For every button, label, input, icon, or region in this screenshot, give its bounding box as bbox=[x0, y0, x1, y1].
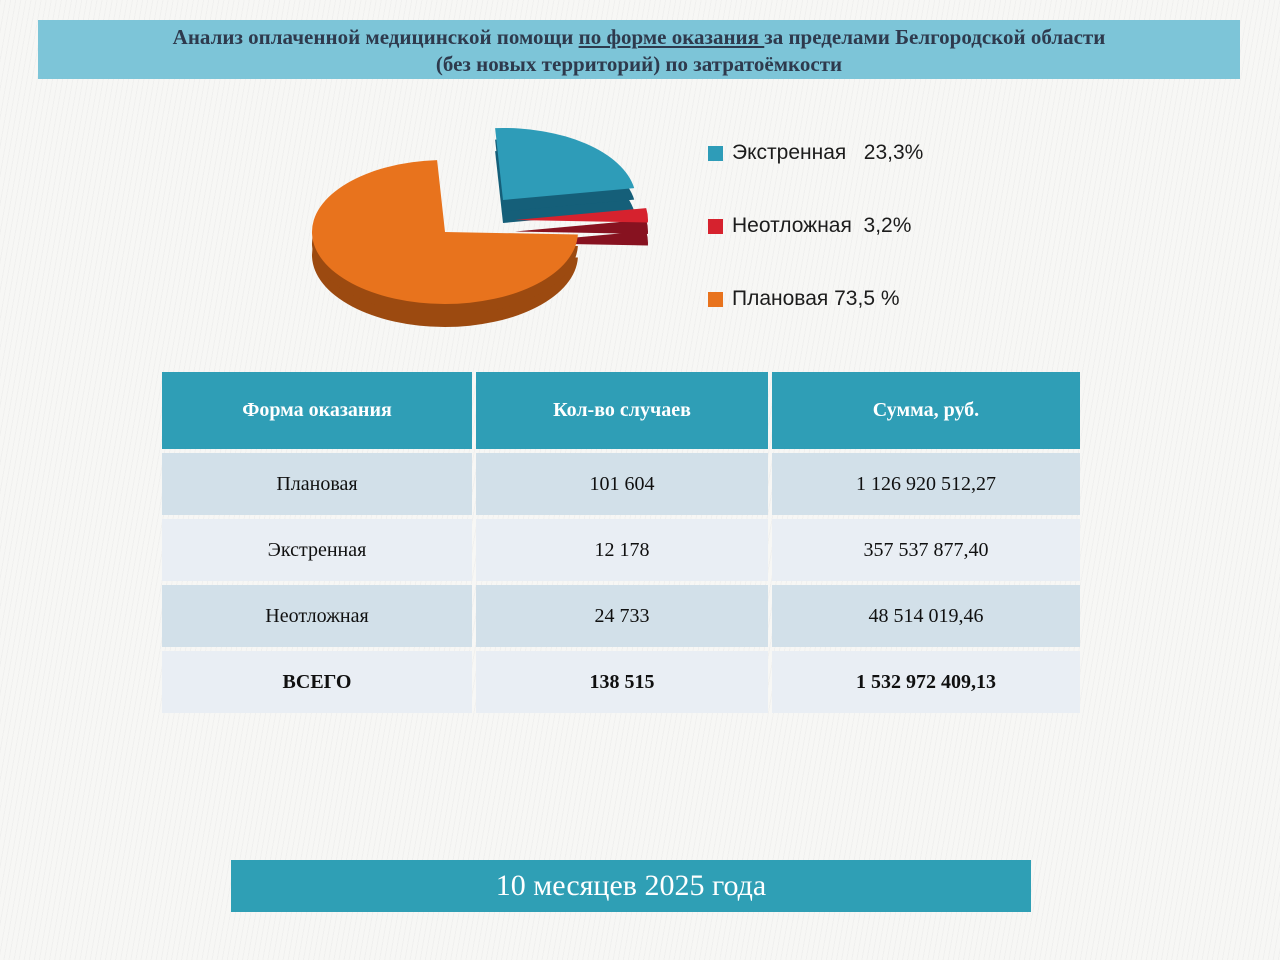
legend-value: 3,2% bbox=[863, 214, 912, 237]
row-sum: 48 514 019,46 bbox=[772, 585, 1080, 647]
total-sum: 1 532 972 409,13 bbox=[772, 651, 1080, 713]
legend-item-planovaya bbox=[708, 286, 900, 312]
legend-value: 23,3% bbox=[863, 141, 924, 164]
pie-chart bbox=[280, 95, 700, 355]
row-sum: 357 537 877,40 bbox=[772, 519, 1080, 581]
legend-value: 73,5 % bbox=[834, 287, 900, 310]
title-banner bbox=[38, 20, 1240, 79]
row-cases: 12 178 bbox=[476, 519, 768, 581]
table-header-form: Форма оказания bbox=[162, 372, 472, 449]
table-header-cases: Кол-во случаев bbox=[476, 372, 768, 449]
title-line-1: Анализ оплаченной медицинской помощи по форме оказания за пределами Белгородской области bbox=[172, 25, 1106, 49]
legend-item-neotlozhnaya bbox=[708, 213, 911, 239]
row-label: Экстренная bbox=[162, 519, 472, 581]
legend-swatch bbox=[708, 292, 723, 307]
title-line-2: (без новых территорий) по затратоёмкости bbox=[435, 52, 843, 76]
legend-label: Плановая bbox=[732, 287, 829, 310]
title-underlined-phrase: по форме оказания bbox=[578, 25, 765, 49]
period-banner: 10 месяцев 2025 года bbox=[231, 860, 1031, 912]
row-cases: 24 733 bbox=[476, 585, 768, 647]
legend-label: Экстренная bbox=[732, 141, 847, 164]
row-cases: 101 604 bbox=[476, 453, 768, 515]
row-sum: 1 126 920 512,27 bbox=[772, 453, 1080, 515]
row-label: Плановая bbox=[162, 453, 472, 515]
legend-swatch bbox=[708, 219, 723, 234]
table-header-sum: Сумма, руб. bbox=[772, 372, 1080, 449]
data-table bbox=[162, 372, 1080, 713]
pie-legend bbox=[708, 140, 1038, 320]
total-label: ВСЕГО bbox=[162, 651, 472, 713]
total-cases: 138 515 bbox=[476, 651, 768, 713]
legend-swatch bbox=[708, 146, 723, 161]
legend-item-ekstrennaya bbox=[708, 140, 923, 166]
legend-label: Неотложная bbox=[732, 214, 852, 237]
row-label: Неотложная bbox=[162, 585, 472, 647]
